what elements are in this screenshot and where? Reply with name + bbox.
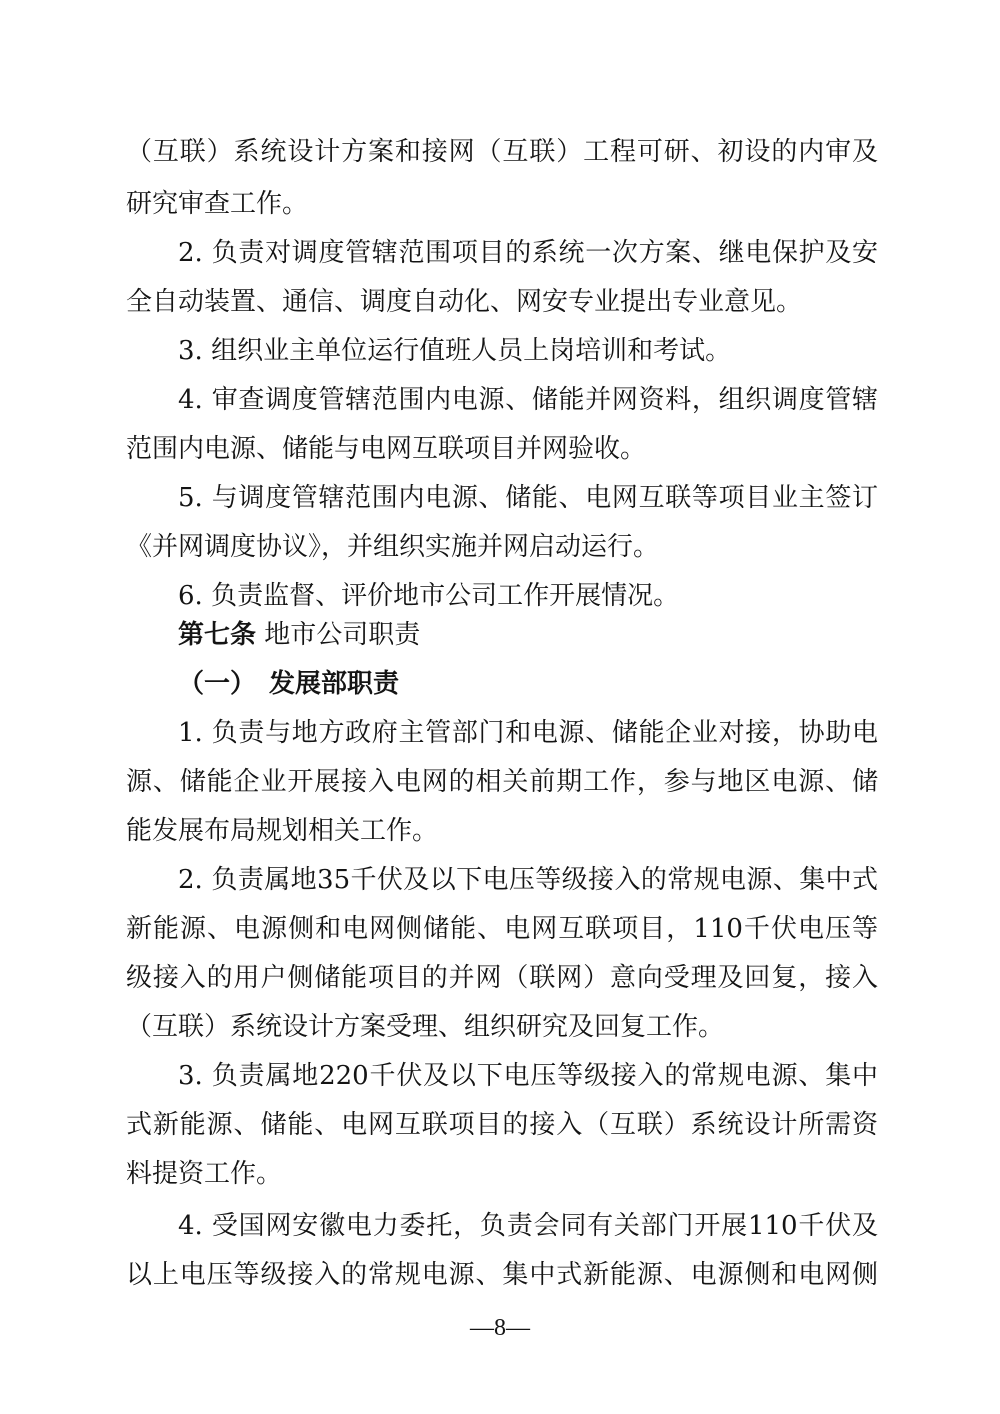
paragraph-line: 级接入的用户侧储能项目的并网（联网）意向受理及回复，接入 xyxy=(126,963,878,993)
list-item-line: 3. 负责属地220千伏及以下电压等级接入的常规电源、集中 xyxy=(178,1061,878,1091)
page-number: —8— xyxy=(470,1315,530,1341)
paragraph-line: 源、储能企业开展接入电网的相关前期工作，参与地区电源、储 xyxy=(126,767,878,797)
paragraph-line: 《并网调度协议》，并组织实施并网启动运行。 xyxy=(126,532,660,562)
paragraph-line: 式新能源、储能、电网互联项目的接入（互联）系统设计所需资 xyxy=(126,1110,878,1140)
list-item-line: 2. 负责对调度管辖范围项目的系统一次方案、继电保护及安 xyxy=(178,238,878,268)
paragraph-line: （互联）系统设计方案受理、组织研究及回复工作。 xyxy=(126,1012,725,1042)
article-title: 地市公司职责 xyxy=(264,620,421,650)
list-item-line: 3. 组织业主单位运行值班人员上岗培训和考试。 xyxy=(178,336,732,366)
list-item-line: 4. 审查调度管辖范围内电源、储能并网资料，组织调度管辖 xyxy=(178,385,878,415)
list-item-line: 6. 负责监督、评价地市公司工作开展情况。 xyxy=(178,581,680,611)
paragraph-line: 研究审查工作。 xyxy=(126,189,309,219)
paragraph-line: 料提资工作。 xyxy=(126,1159,283,1189)
paragraph-line: 以上电压等级接入的常规电源、集中式新能源、电源侧和电网侧 xyxy=(126,1260,878,1290)
list-item-line: 2. 负责属地35千伏及以下电压等级接入的常规电源、集中式 xyxy=(178,865,878,895)
list-item-line: 4. 受国网安徽电力委托，负责会同有关部门开展110千伏及 xyxy=(178,1211,878,1241)
list-item-line: 5. 与调度管辖范围内电源、储能、电网互联等项目业主签订 xyxy=(178,483,878,513)
paragraph-line: （互联）系统设计方案和接网（互联）工程可研、初设的内审及 xyxy=(126,137,878,167)
list-item-line: 1. 负责与地方政府主管部门和电源、储能企业对接，协助电 xyxy=(178,718,878,748)
article-heading xyxy=(178,615,878,655)
paragraph-line: 能发展布局规划相关工作。 xyxy=(126,816,439,846)
section-heading: （一） 发展部职责 xyxy=(178,669,400,699)
paragraph-line: 范围内电源、储能与电网互联项目并网验收。 xyxy=(126,434,647,464)
article-label: 第七条 xyxy=(178,620,257,650)
paragraph-line: 全自动装置、通信、调度自动化、网安专业提出专业意见。 xyxy=(126,287,803,317)
paragraph-line: 新能源、电源侧和电网侧储能、电网互联项目，110千伏电压等 xyxy=(126,914,878,944)
